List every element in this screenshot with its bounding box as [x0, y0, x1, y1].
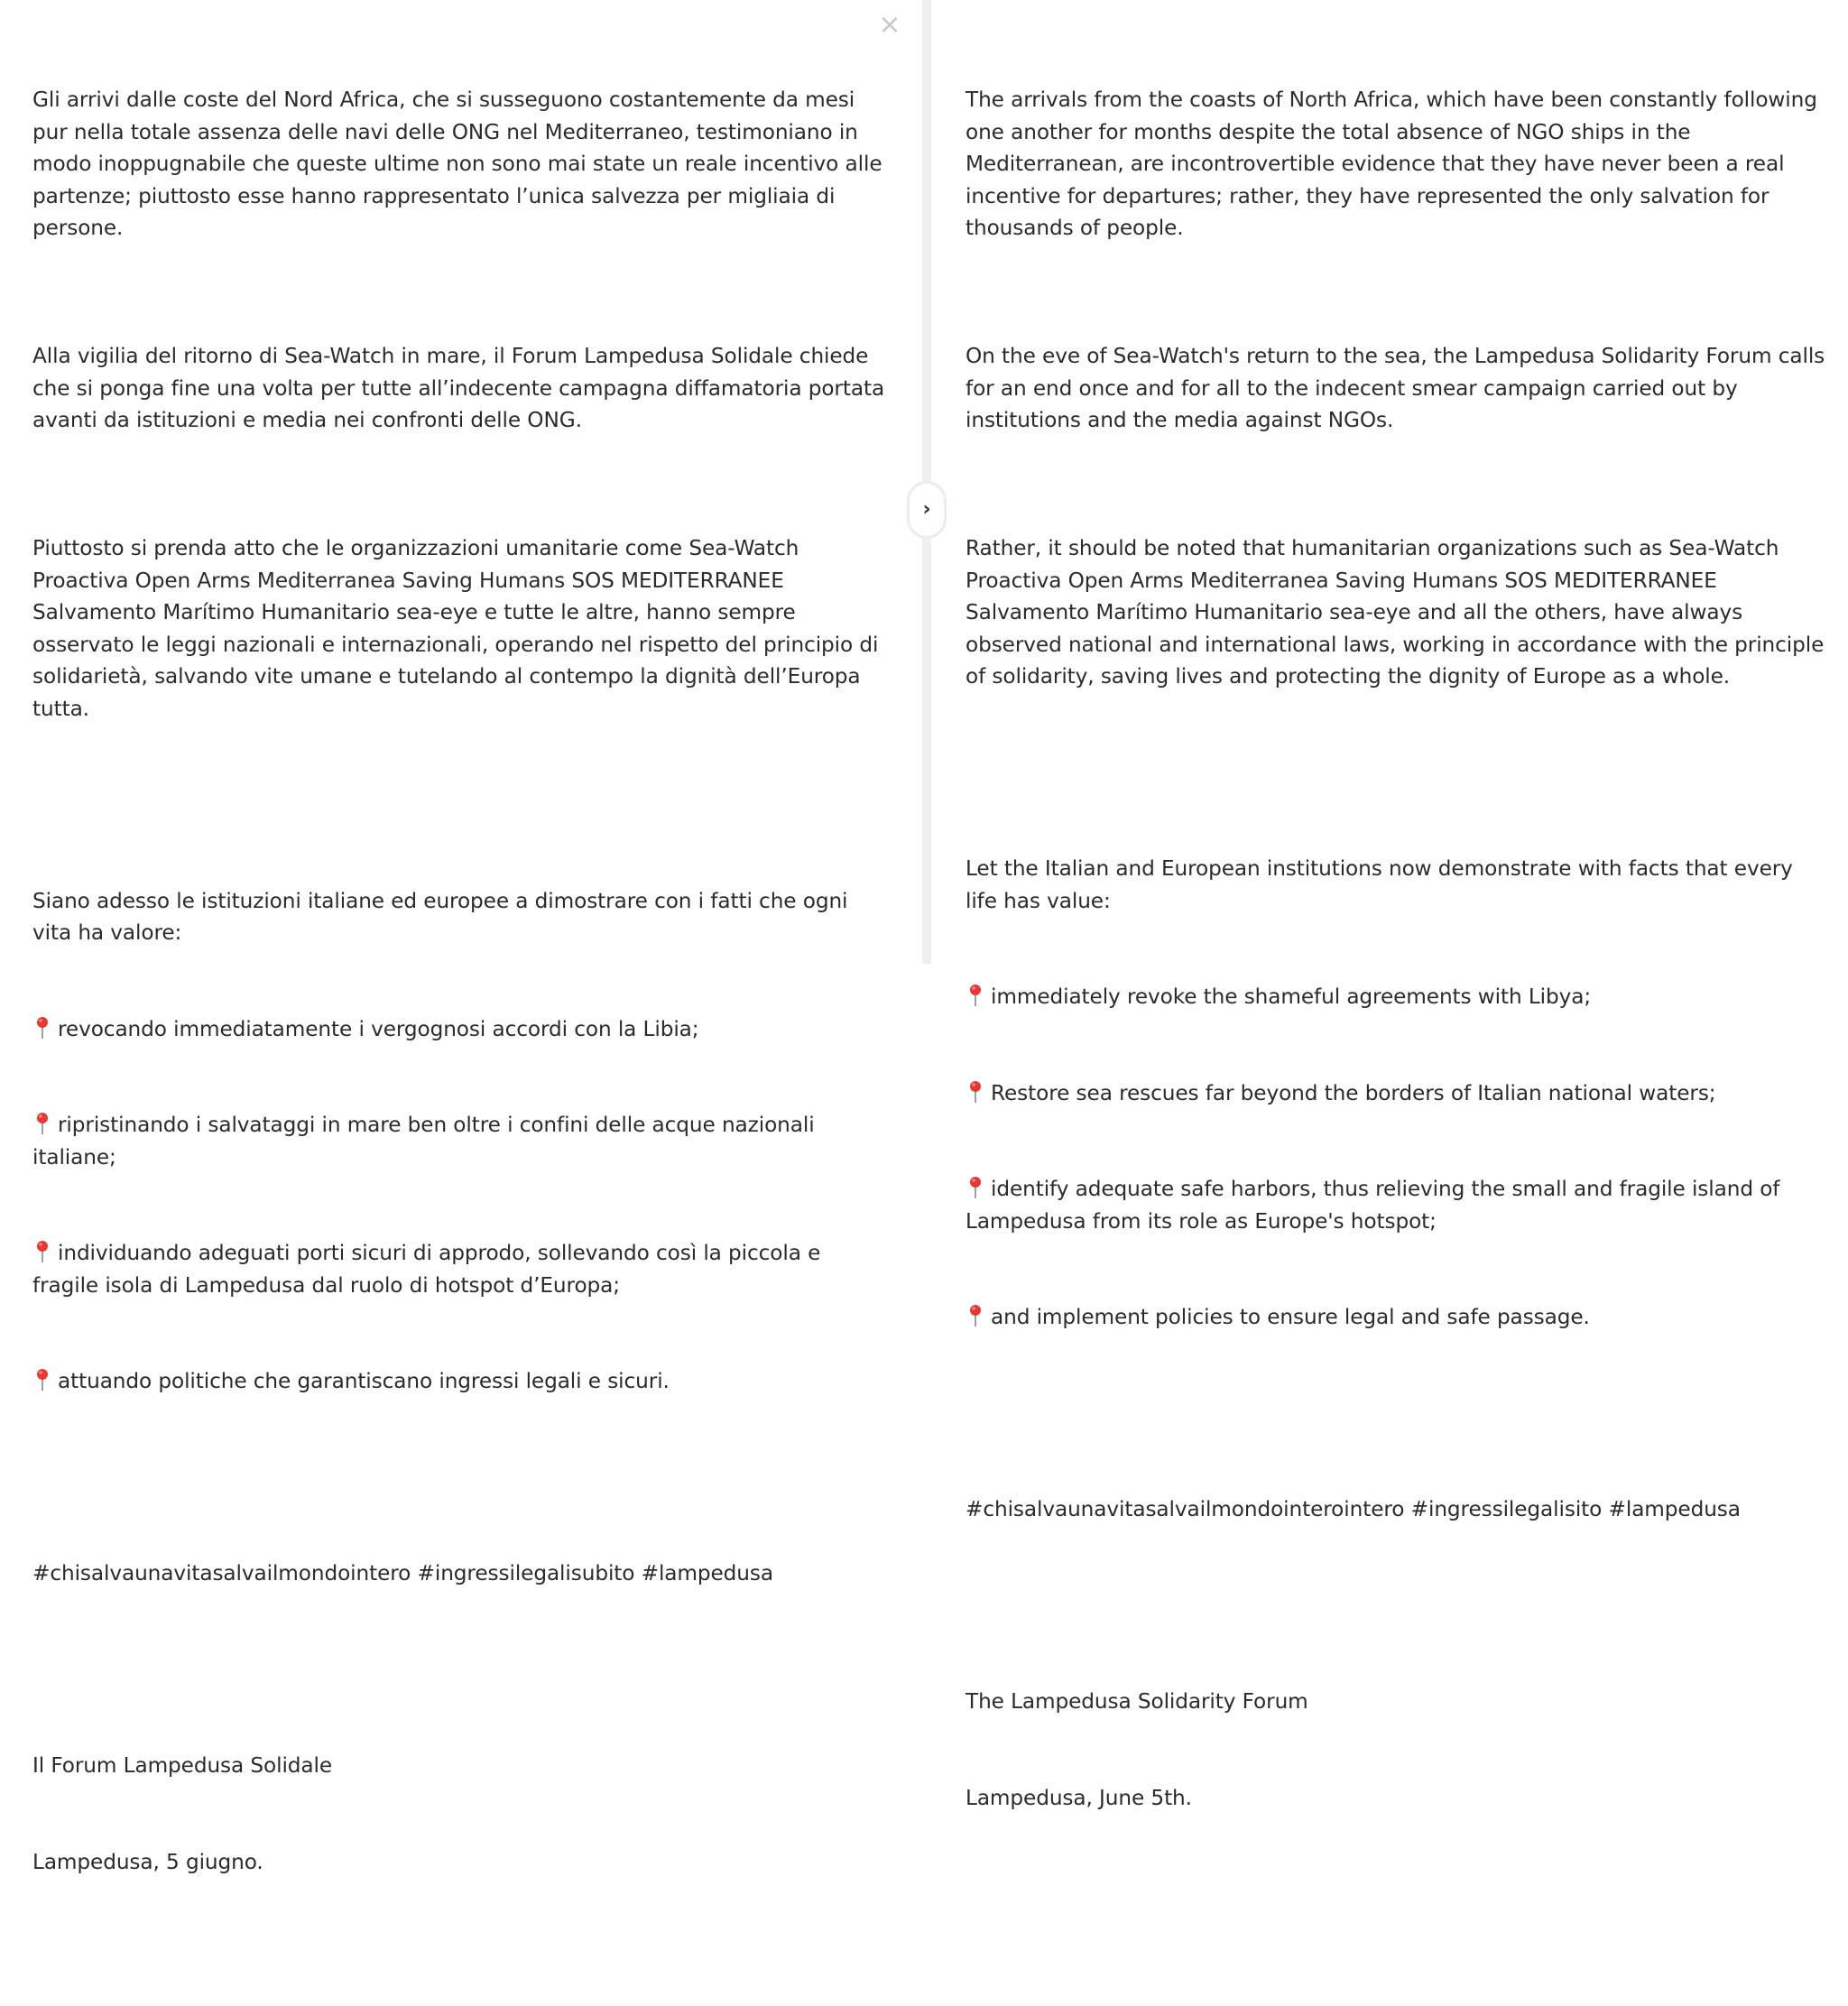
original-paragraph-2: Alla vigilia del ritorno di Sea-Watch in mare, il Forum Lampedusa Solidale chiede che si ponga fine una volta per tutte all’indecente campagna diffamatoria portata avanti da istituzioni e media nei confronti delle ONG.	[32, 344, 892, 432]
original-place-date: Lampedusa, 5 giugno.	[32, 1849, 263, 1874]
pushpin-icon	[34, 1240, 51, 1263]
pushpin-icon	[34, 1016, 51, 1040]
translation-bullet-3-text: identify adequate safe harbors, thus relieving the small and fragile island of Lampedusa from its role as Europe's hotspot;	[966, 1177, 1787, 1234]
translation-paragraph-1: The arrivals from the coasts of North Africa, which have been constantly following one another for months despite the total absence of NGO ships in the Mediterranean, are incontrovertible evidence that they have never been a real incentive for departures; rather, they have represented the only salvation for thousands of people.	[966, 88, 1825, 240]
translation-text	[966, 20, 1830, 1942]
translation-bullet-2-text: Restore sea rescues far beyond the borders of Italian national waters;	[991, 1080, 1716, 1105]
original-bullet-2-text: ripristinando i salvataggi in mare ben oltre i confini delle acque nazionali italiane;	[32, 1113, 821, 1169]
translation-text-pane	[931, 0, 1848, 1810]
pushpin-icon	[967, 1176, 984, 1199]
translation-bullet-4	[966, 1301, 1830, 1334]
translation-demands-intro: Let the Italian and European institutions now demonstrate with facts that every life has value:	[966, 856, 1800, 913]
original-bullet-3	[32, 1237, 886, 1301]
translation-signature: The Lampedusa Solidarity Forum	[966, 1689, 1308, 1714]
original-text	[32, 20, 892, 2006]
translation-paragraph-3: Rather, it should be noted that humanitarian organizations such as Sea-Watch Proactiva Open Arms Mediterranea Saving Humans SOS MEDITERRANEE Salvamento Marítimo Humanitario sea-eye and all the others, have always observed national and international laws, working in accordance with the principle of solidarity, saving lives and protecting the dignity of Europe as a whole.	[966, 536, 1831, 689]
translation-bullet-1-text: immediately revoke the shameful agreements with Libya;	[991, 985, 1592, 1009]
pushpin-icon	[967, 1080, 984, 1104]
close-button[interactable]: ×	[878, 9, 901, 41]
pushpin-icon	[34, 1112, 51, 1135]
original-paragraph-1: Gli arrivi dalle coste del Nord Africa, che si susseguono costantemente da mesi pur nella totale assenza delle navi delle ONG nel Mediterraneo, testimoniano in modo inoppugnabile che queste ultime non sono mai state un reale incentivo alle partenze; piuttosto esse hanno rappresentato l’unica salvezza per migliaia di persone.	[32, 88, 889, 240]
original-bullet-3-text: individuando adeguati porti sicuri di approdo, sollevando così la piccola e fragile isola di Lampedusa dal ruolo di hotspot d’Europa;	[32, 1241, 827, 1298]
original-hashtags: #chisalvaunavitasalvailmondointero #ingressilegalisubito #lampedusa	[32, 1561, 773, 1585]
pushpin-icon	[967, 984, 984, 1007]
original-bullet-4	[32, 1365, 886, 1398]
translation-hashtags: #chisalvaunavitasalvailmondointerointero #ingressilegalisito #lampedusa	[966, 1497, 1741, 1521]
original-bullet-4-text: attuando politiche che garantiscano ingressi legali e sicuri.	[58, 1369, 670, 1393]
pushpin-icon	[967, 1304, 984, 1327]
original-signature: Il Forum Lampedusa Solidale	[32, 1753, 333, 1778]
original-demands-block	[32, 821, 886, 1462]
chevron-right-icon: ›	[922, 498, 931, 521]
original-paragraph-3: Piuttosto si prenda atto che le organizzazioni umanitarie come Sea-Watch Proactiva Open Arms Mediterranea Saving Humans SOS MEDITERRANEE Salvamento Marítimo Humanitario sea-eye e tutte le altre, hanno sempre osservato le leggi nazionali e internazionali, operando nel rispetto del principio di solidarietà, salvando vite umane e tutelando al contempo la dignità dell’Europa tutta.	[32, 536, 885, 721]
translation-place-date: Lampedusa, June 5th.	[966, 1785, 1192, 1810]
original-bullet-1	[32, 1013, 886, 1046]
translation-bullet-3	[966, 1173, 1830, 1237]
original-bullet-1-text: revocando immediatamente i vergognosi accordi con la Libia;	[58, 1016, 699, 1041]
original-text-pane	[0, 0, 922, 1874]
original-signature-block	[32, 1686, 886, 1942]
original-bullet-2	[32, 1109, 886, 1173]
translation-demands-block	[966, 789, 1830, 1398]
translation-signature-block	[966, 1622, 1830, 1878]
translation-bullet-2	[966, 1077, 1830, 1110]
pushpin-icon	[34, 1368, 51, 1391]
translation-bullet-1	[966, 981, 1830, 1013]
translation-paragraph-2: On the eve of Sea-Watch's return to the sea, the Lampedusa Solidarity Forum calls for an end once and for all to the indecent smear campaign carried out by institutions and the media against NGOs.	[966, 344, 1832, 432]
translation-bullet-4-text: and implement policies to ensure legal and safe passage.	[991, 1305, 1590, 1329]
original-demands-intro: Siano adesso le istituzioni italiane ed europee a dimostrare con i fatti che ogni vita ha valore:	[32, 888, 855, 945]
